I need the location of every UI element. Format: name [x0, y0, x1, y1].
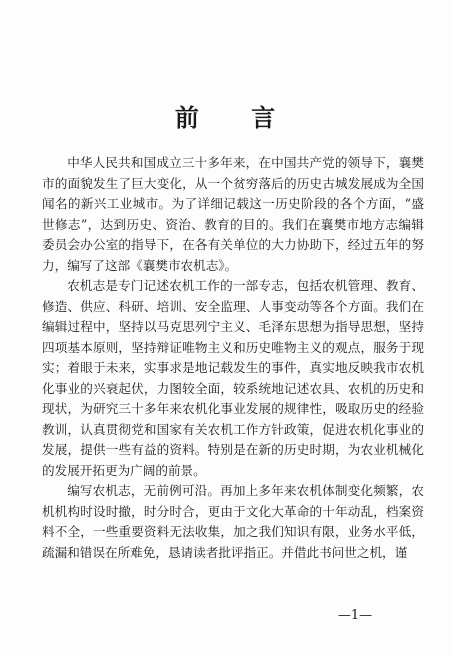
paragraph-1: 中华人民共和国成立三十多年来，在中国共产党的领导下，襄樊市的面貌发生了巨大变化，从一个贫穷落后的历史古城发展成为全国闻名的新兴工业城市。为了详细记载这一历史阶段的各个方面，“盛世修志”，达到历史、资治、教育的目的。我们在襄樊市地方志编辑委员会办公室的指导下，在各有关单位的大力协助下，经过五年的努力，编写了这部《襄樊市农机志》。: [42, 155, 424, 273]
page-title: 前 言: [174, 103, 298, 132]
page-number: —1—: [337, 608, 373, 623]
paragraph-2: 农机志是专门记述农机工作的一部专志，包括农机管理、教育、修造、供应、科研、培训、安全监理、人事变动等各个方面。我们在编辑过程中，坚持以马克思列宁主义、毛泽东思想为指导思想，坚持四项基本原则，坚持辩证唯物主义和历史唯物主义的观点，服务于现实；着眼于未来，实事求是地记载发生的事件，真实地反映我市农机化事业的兴衰起伏，力图较全面，较系统地记述农具、农机的历史和现状，为研究三十多年来农机化事业发展的规律性，吸取历史的经验教训，认真贯彻党和国家有关农机工作方针政策，促进农机化事业的发展，提供一些有益的资料。特别是在新的历史时期，为农业机械化的发展开拓更为广阔的前景。: [42, 278, 424, 478]
paragraph-3: 编写农机志，无前例可沿。再加上多年来农机体制变化频繁，农机机构时设时撤，时分时合，更由于文化大革命的十年动乱，档案资料不全，一些重要资料无法收集，加之我们知识有限，业务水平低，疏漏和错误在所难免，恳请读者批评指正。并借此书问世之机，谨: [42, 483, 424, 560]
preface-body: [42, 153, 424, 563]
